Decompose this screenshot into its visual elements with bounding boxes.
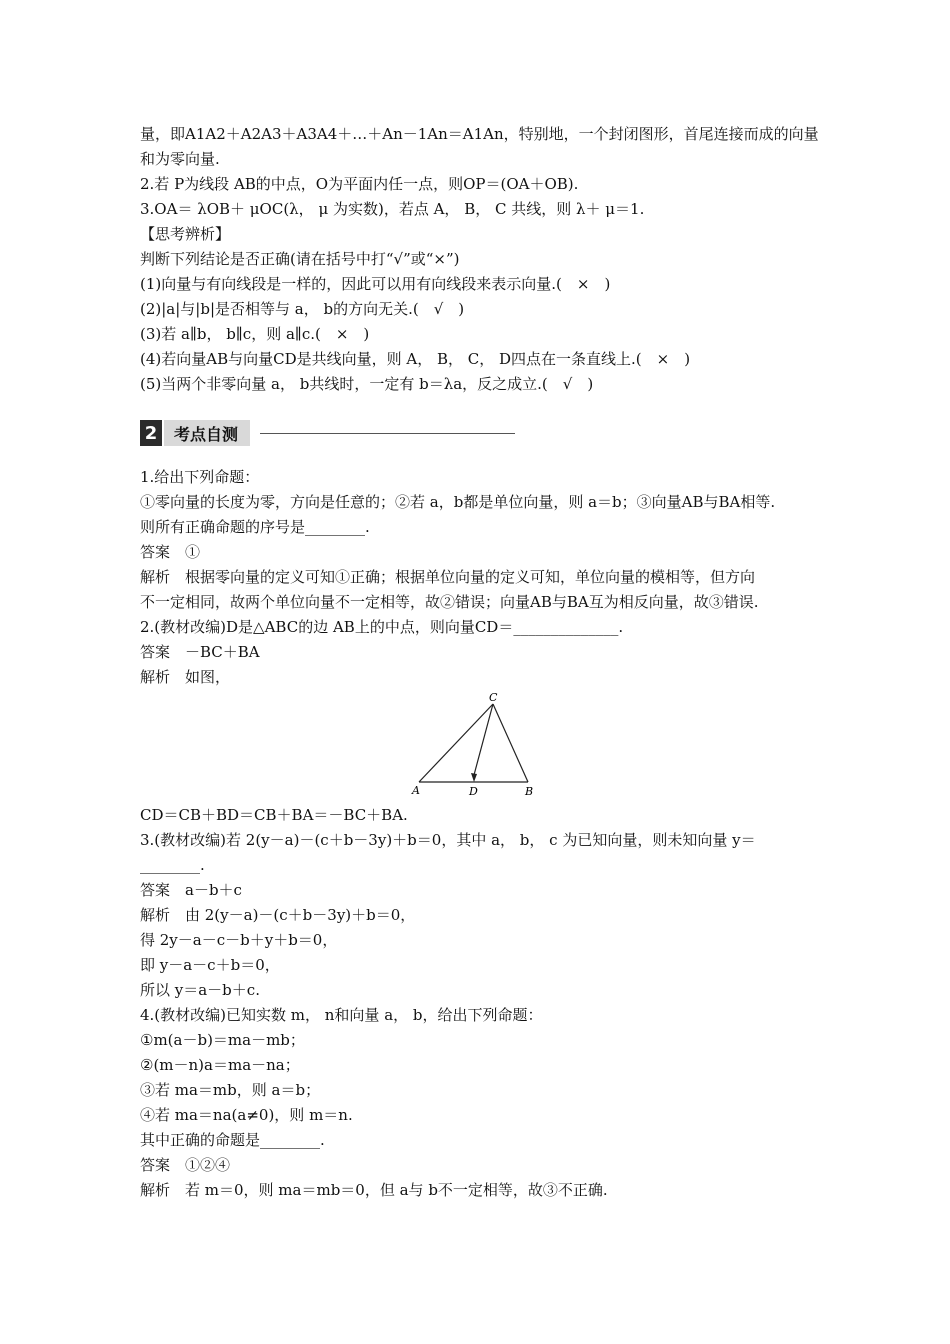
- text-line: (1)向量与有向线段是一样的，因此可以用有向线段来表示向量.( × ): [140, 275, 611, 293]
- side-bc: [493, 704, 528, 782]
- text-line: 和为零向量.: [140, 150, 220, 168]
- text-line: 则所有正确命题的序号是________.: [140, 518, 370, 536]
- answer-line: 答案 ①②④: [140, 1156, 231, 1174]
- text-line: 解析 根据零向量的定义可知①正确；根据单位向量的定义可知，单位向量的模相等，但方向: [140, 568, 756, 586]
- text-line: 不一定相同，故两个单位向量不一定相等，故②错误；向量AB与BA互为相反向量，故③错误.: [140, 593, 759, 611]
- text-line: ④若 ma＝na(a≠0)，则 m＝n.: [140, 1106, 353, 1124]
- text-line: 1.给出下列命题：: [140, 468, 260, 486]
- triangle-figure: [405, 690, 555, 800]
- text-line: CD＝CB＋BD＝CB＋BA＝－BC＋BA.: [140, 806, 408, 824]
- text-line: ________.: [140, 856, 205, 874]
- side-ac: [419, 704, 493, 782]
- text-line: 解析 如图，: [140, 668, 231, 686]
- text-line: (4)若向量AB与向量CD是共线向量，则 A， B， C， D四点在一条直线上.( × ): [140, 350, 691, 368]
- text-line: 2.(教材改编)D是△ABC的边 AB上的中点，则向量CD＝______________.: [140, 618, 624, 636]
- text-line: 得 2y－a－c－b＋y＋b＝0，: [140, 931, 338, 949]
- text-line: ①零向量的长度为零，方向是任意的；②若 a，b都是单位向量，则 a＝b；③向量AB与BA相等.: [140, 493, 776, 511]
- text-line: (5)当两个非零向量 a， b共线时，一定有 b＝λa，反之成立.( √ ): [140, 375, 594, 393]
- text-line: 判断下列结论是否正确(请在括号中打“√”或“×”): [140, 250, 460, 268]
- text-line: ②(m－n)a＝ma－na；: [140, 1056, 300, 1074]
- answer-line: 答案 ①: [140, 543, 201, 561]
- answer-line: 答案 a－b＋c: [140, 881, 242, 899]
- label-c: C: [489, 691, 498, 704]
- text-line: 2.若 P为线段 AB的中点，O为平面内任一点，则OP＝(OA＋OB).: [140, 175, 579, 193]
- text-line: (2)|a|与|b|是否相等与 a， b的方向无关.( √ ): [140, 300, 465, 318]
- section-divider: [260, 433, 515, 434]
- label-a: A: [412, 784, 420, 797]
- text-line: 所以 y＝a－b＋c.: [140, 981, 260, 999]
- text-line: 解析 由 2(y－a)－(c＋b－3y)＋b＝0，: [140, 906, 416, 924]
- subheading: 【思考辨析】: [140, 225, 231, 243]
- text-line: 解析 若 m＝0，则 ma＝mb＝0，但 a与 b不一定相等，故③不正确.: [140, 1181, 608, 1199]
- label-d: D: [469, 785, 478, 798]
- section-number: 2: [140, 420, 162, 446]
- arrow-head-d: [471, 773, 477, 782]
- text-line: 即 y－a－c＋b＝0，: [140, 956, 280, 974]
- text-line: 3.(教材改编)若 2(y－a)－(c＋b－3y)＋b＝0，其中 a， b， c 为已知向量，则未知向量 y＝: [140, 831, 756, 849]
- text-line: 量，即A1A2＋A2A3＋A3A4＋…＋An－1An＝A1An，特别地，一个封闭图形，首尾连接而成的向量: [140, 125, 819, 143]
- text-line: ①m(a－b)＝ma－mb；: [140, 1031, 305, 1049]
- text-line: 3.OA＝ λOB＋ μOC(λ， μ 为实数)，若点 A， B， C 共线，则 λ＋ μ＝1.: [140, 200, 645, 218]
- text-line: ③若 ma＝mb，则 a＝b；: [140, 1081, 321, 1099]
- text-line: (3)若 a∥b， b∥c，则 a∥c.( × ): [140, 325, 370, 343]
- section-header: [140, 420, 515, 446]
- answer-line: 答案 －BC＋BA: [140, 643, 260, 661]
- label-b: B: [525, 785, 534, 798]
- section-title: 考点自测: [164, 420, 250, 446]
- text-line: 其中正确的命题是________.: [140, 1131, 325, 1149]
- text-line: 4.(教材改编)已知实数 m， n和向量 a， b，给出下列命题：: [140, 1006, 543, 1024]
